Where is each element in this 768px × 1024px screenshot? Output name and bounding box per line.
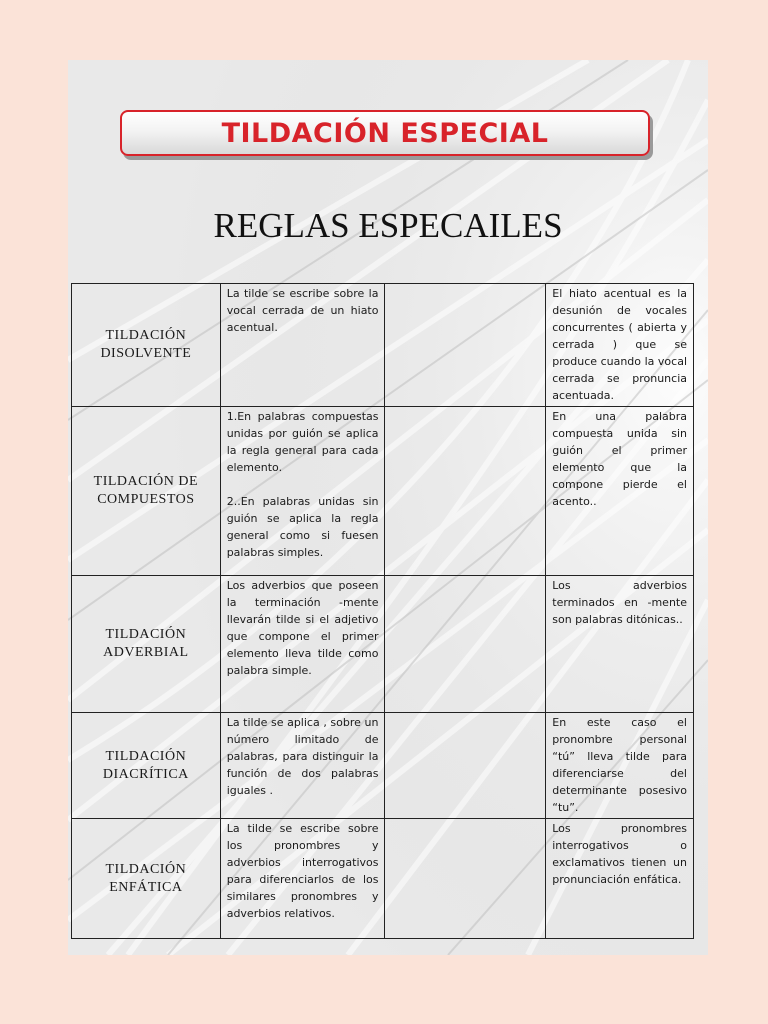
rule-description [220, 713, 385, 819]
rule-note [546, 407, 694, 576]
note-text: En este caso el pronombre personal “tú” lleva tilde para diferenciarse del determinante posesivo “tu”. [552, 716, 687, 814]
note-text: En una palabra compuesta unida sin guión el primer elemento que la compone pierde el acento.. [552, 410, 687, 508]
rules-table [71, 283, 694, 939]
rule-name: TILDACIÓN ADVERBIAL [72, 576, 221, 713]
table-row [72, 284, 694, 407]
empty-cell [385, 284, 546, 407]
document-page [68, 60, 708, 955]
rule-note [546, 819, 694, 939]
empty-cell [385, 713, 546, 819]
rule-text: 2..En palabras unidas sin guión se aplica la regla general como si fuesen palabras simples. [226, 495, 379, 559]
rule-name: TILDACIÓN DISOLVENTE [72, 284, 221, 407]
rule-description [220, 576, 385, 713]
table-row [72, 713, 694, 819]
rule-note [546, 576, 694, 713]
rule-text: Los adverbios que poseen la terminación -mente llevarán tilde si el adjetivo que compone el primer elemento lleva tilde como palabra simple. [226, 579, 379, 677]
table-row [72, 407, 694, 576]
rule-name: TILDACIÓN ENFÁTICA [72, 819, 221, 939]
page-heading: REGLAS ESPECAILES [213, 206, 563, 245]
rule-note [546, 713, 694, 819]
rule-text: La tilde se aplica , sobre un número limitado de palabras, para distinguir la función de dos palabras iguales . [226, 716, 379, 797]
rule-description [220, 284, 385, 407]
rule-text: La tilde se escribe sobre los pronombres y adverbios interrogativos para diferenciarlos de los similares pronombres y adverbios relativos. [226, 822, 379, 920]
empty-cell [385, 576, 546, 713]
note-text: El hiato acentual es la desunión de vocales concurrentes ( abierta y cerrada ) que se produce cuando la vocal cerrada se pronuncia acentuada. [552, 287, 687, 402]
rule-name: TILDACIÓN DIACRÍTICA [72, 713, 221, 819]
rule-name: TILDACIÓN DE COMPUESTOS [72, 407, 221, 576]
rule-description [220, 407, 385, 576]
table-row [72, 819, 694, 939]
rule-text: 1.En palabras compuestas unidas por guión se aplica la regla general para cada elemento. [226, 410, 379, 474]
title-banner [120, 110, 650, 156]
banner-title: TILDACIÓN ESPECIAL [221, 117, 549, 149]
note-text: Los pronombres interrogativos o exclamativos tienen un pronunciación enfática. [552, 822, 687, 886]
rule-note [546, 284, 694, 407]
rule-text: La tilde se escribe sobre la vocal cerrada de un hiato acentual. [226, 287, 379, 334]
rule-description [220, 819, 385, 939]
empty-cell [385, 407, 546, 576]
note-text: Los adverbios terminados en -mente son palabras ditónicas.. [552, 579, 687, 626]
empty-cell [385, 819, 546, 939]
table-row [72, 576, 694, 713]
